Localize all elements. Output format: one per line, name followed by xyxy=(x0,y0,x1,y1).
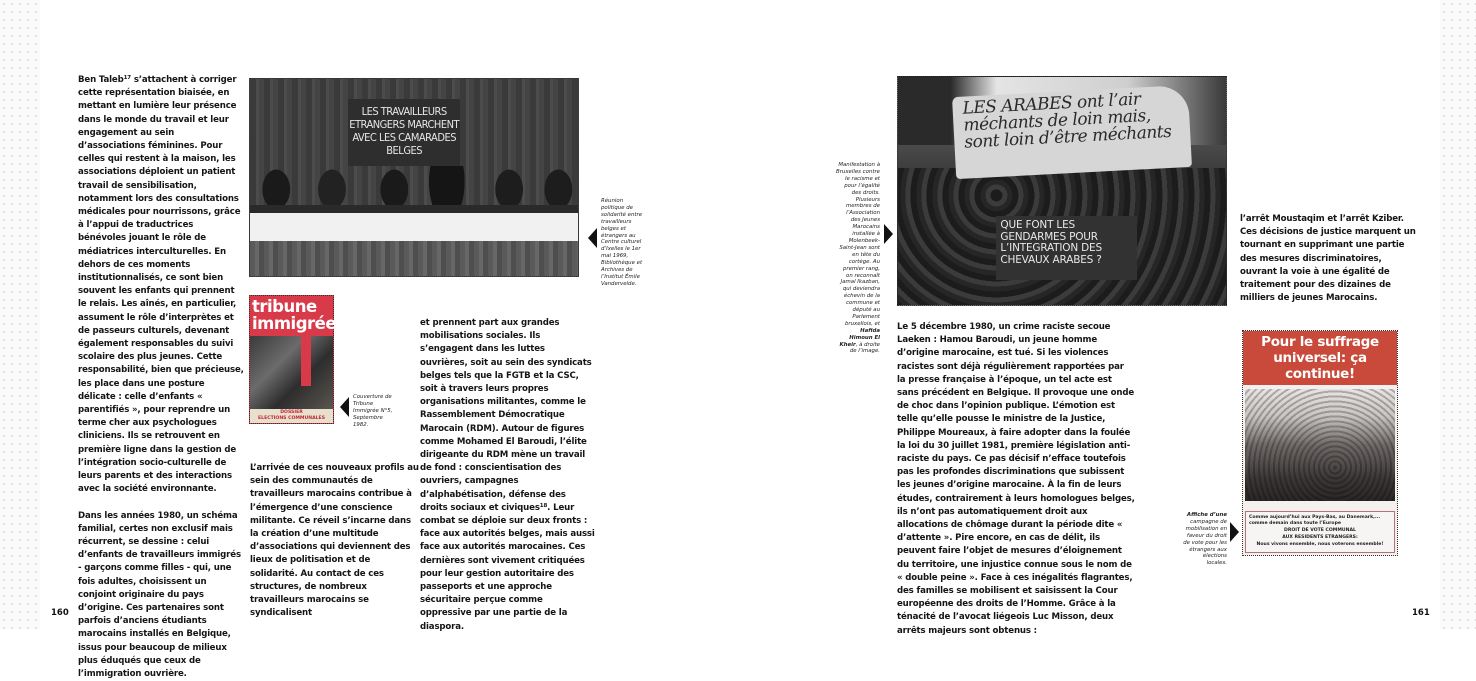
paragraph: Le 5 décembre 1980, un crime raciste secoue Laeken : Hamou Baroudi, un jeune homme d’origine marocaine, est tué. Si les violences racistes sont déjà régulièrement rapportées par la presse française à l’époque, un tel acte est sans précédent en Belgique. Il provoque une onde de choc dans l’opinion publique. L’émotion est telle qu’elle pousse le ministre de la Justice, Philippe Moureaux, à faire adopter dans la foulée la loi du 30 juillet 1981, première législation anti-raciste du pays. Ce pas décisif n’efface toutefois pas les profondes discriminations que subissent les jeunes d’origine marocaine. À la fin de leurs études, contrairement à leurs homologues belges, ils n’ont pas automatiquement droit aux allocations de chômage durant la période dite « d’attente ». Pire encore, en cas de délit, ils peuvent faire l’objet de mesures d’éloignement du territoire, une injustice connue sous le nom de « double peine ». Face à ces inégalités flagrantes, des familles se mobilisent et saisissent la Cour européenne des droits de l’Homme. Grâce à la ténacité de l’avocat liégeois Luc Misson, deux arrêts majeurs sont obtenus : xyxy=(897,321,1135,638)
cover-footer xyxy=(250,409,333,423)
table-front xyxy=(250,241,578,276)
paragraph: L’arrivée de ces nouveaux profils au sein des communautés de travailleurs marocains contribue à l’émergence d’une conscience militante. Ce réveil s’incarne dans la création d’une multitude d’associations qui deviennent des lieux de politisation et de solidarité. Au contact de ces structures, de nombreux travailleurs marocains se syndicalisent xyxy=(250,462,420,620)
caption-text: , à droite de l’image. xyxy=(850,342,880,355)
footnote-ref[interactable]: 18 xyxy=(540,503,547,509)
photo-political-meeting xyxy=(249,78,579,277)
cover-title-line: tribune xyxy=(252,297,317,316)
poster-line: Comme aujourd’hui aux Pays-Bas, au Danemark,... xyxy=(1249,515,1391,521)
poster-line: AUX RESIDENTS ETRANGERS: xyxy=(1249,535,1391,541)
paragraph xyxy=(78,74,244,497)
cover-title xyxy=(252,298,336,332)
caption-lead: Affiche d’une xyxy=(1187,512,1227,518)
caption-pointer-arrow-icon xyxy=(1230,522,1239,542)
protest-banner: LES ARABES ont l’air méchants de loin mais, sont loin d’être méchants xyxy=(952,85,1192,179)
right-main-column xyxy=(897,321,1135,638)
caption-text: Manifestation à Bruxelles contre le racisme et pour l’égalité des droits. Plusieurs membres de l’Association des Jeunes Marocains installée à Molenbeek-Saint-Jean sont en tête du cortège. Au premier rang, on reconnaît Jamal Ikazban, qui deviendra échevin de la commune et député au Parlement bruxellois, et xyxy=(836,162,880,327)
paragraph: l’arrêt Moustaqim et l’arrêt Kziber. Ces décisions de justice marquent un tournant en supprimant une partie des mesures discriminatoires, ouvrant la voie à une égalité de traitement pour des dizaines de milliers de jeunes Marocains. xyxy=(1240,213,1418,305)
caption-text: campagne de mobilisation en faveur du droit de vote pour les étrangers aux élections locales. xyxy=(1183,519,1227,566)
page-margin-pattern-left xyxy=(0,0,40,629)
text-run: s’attachent à corriger cette représentation biaisée, en mettant en lumière leur présence dans le monde du travail et leur engagement au sein d’associations féminines. Pour celles qui restent à la maison, les associations déploient un patient travail de sensibilisation, notamment lors des consultations médicales pour nourrissons, grâce à l’appui de traductrices bénévoles jouant le rôle de médiatrices interculturelles. En dehors de ces moments institutionnalisés, ce sont bien souvent les enfants qui prennent le relais. Les aînés, en particulier, assument le rôle d’interprètes et de passeurs culturels, devenant également responsables du suivi scolaire des plus jeunes. Cette responsabilité, bien que précieuse, les place dans une posture délicate : celle d’enfants « parentifiés », pour reprendre un terme cher aux psychologues cliniciens. Ils se retrouvent en première ligne dans la gestion de l’intégration socio-culturelle de leurs parents et des interactions avec la société environnante. xyxy=(78,75,244,494)
left-column-1 xyxy=(78,74,244,681)
left-column-3 xyxy=(420,317,595,634)
caption-name: Hafida Himoun El Kheir xyxy=(840,328,881,348)
page-number-left: 160 xyxy=(51,608,69,618)
caption-pointer-arrow-icon xyxy=(884,224,893,244)
poster-headline: Pour le suffrage universel: ça continue! xyxy=(1243,331,1397,385)
photo-suffrage-poster xyxy=(1242,330,1398,556)
text-run: Ben Taleb xyxy=(78,75,124,85)
poster-line: DROIT DE VOTE COMMUNAL xyxy=(1249,528,1391,534)
paragraph: Dans les années 1980, un schéma familial, certes non exclusif mais récurrent, se dessine : celui d’enfants de travailleurs immigrés - garçons comme filles - qui, une fois adultes, choisissent un conjoint originaire du pays d’origine. Ces partenaires sont parfois d’anciens étudiants marocains installés en Belgique, issus pour beaucoup de milieux plus éduqués que ceux de l’immigration ouvrière. xyxy=(78,510,244,681)
photo-tribune-immigree-cover xyxy=(249,295,334,424)
paragraph xyxy=(420,317,595,634)
text-run: . Leur combat se déploie sur deux fronts : face aux autorités belges, mais aussi face aux autorités marocaines. Ces dernières sont vivement critiquées pour leur gestion autoritaire des passeports et une approche sécuritaire perçue comme oppressive par une partie de la diaspora. xyxy=(420,503,595,632)
meeting-attendees xyxy=(250,166,578,205)
poster-line: comme demain dans toute l’Europe xyxy=(1249,521,1391,527)
caption-pointer-arrow-icon xyxy=(588,228,597,248)
table-cloth xyxy=(250,213,578,241)
photo-protest-march xyxy=(897,76,1227,306)
meeting-banner: LES TRAVAILLEURS ETRANGERS MARCHENT AVEC LES CAMARADES BELGES xyxy=(348,99,460,166)
caption-poster xyxy=(1182,512,1227,567)
page-number-right: 161 xyxy=(1412,608,1430,618)
text-run: et prennent part aux grandes mobilisations sociales. Ils s’engagent dans les luttes ouvrières, soit au sein des syndicats belges tels que la FGTB et la CSC, soit à travers leurs propres organisations militantes, comme le Rassemblement Démocratique Marocain (RDM). Autour de figures comme Mohamed El Baroudi, l’élite dirigeante du RDM mène un travail de fond : conscientisation des ouvriers, campagnes d’alphabétisation, défense des droits sociaux et civiques xyxy=(420,318,592,513)
caption-meeting: Réunion politique de solidarité entre travailleurs belges et étrangers au Centre culturel d’Ixelles le 1er mai 1969, Bibliothèque et Archives de l’Institut Émile Vandervelde. xyxy=(601,198,646,288)
protest-sign: QUE FONT LES GENDARMES POUR L’INTEGRATION DES CHEVAUX ARABES ? xyxy=(996,216,1137,280)
cover-red-bar xyxy=(301,336,311,386)
table-edge xyxy=(250,205,578,213)
right-side-text xyxy=(1240,213,1418,305)
cover-photo xyxy=(250,336,333,414)
left-column-2 xyxy=(250,462,420,620)
caption-tribune: Couverture de Tribune Immigrée N°5, Septembre 1982. xyxy=(353,394,393,429)
cover-title-line: immigrée xyxy=(252,314,336,333)
poster-text-box xyxy=(1245,511,1395,553)
caption-pointer-arrow-icon xyxy=(340,397,349,417)
page-margin-pattern-right xyxy=(1440,0,1476,629)
footnote-ref[interactable]: 17 xyxy=(124,75,131,81)
caption-protest xyxy=(835,162,880,355)
cover-footer-line: DOSSIER xyxy=(280,410,303,415)
poster-line: Nous vivons ensemble, nous voterons ensemble! xyxy=(1249,542,1391,548)
cover-footer-line: ELECTIONS COMMUNALES xyxy=(258,416,325,421)
poster-crowd-photo xyxy=(1245,389,1395,501)
